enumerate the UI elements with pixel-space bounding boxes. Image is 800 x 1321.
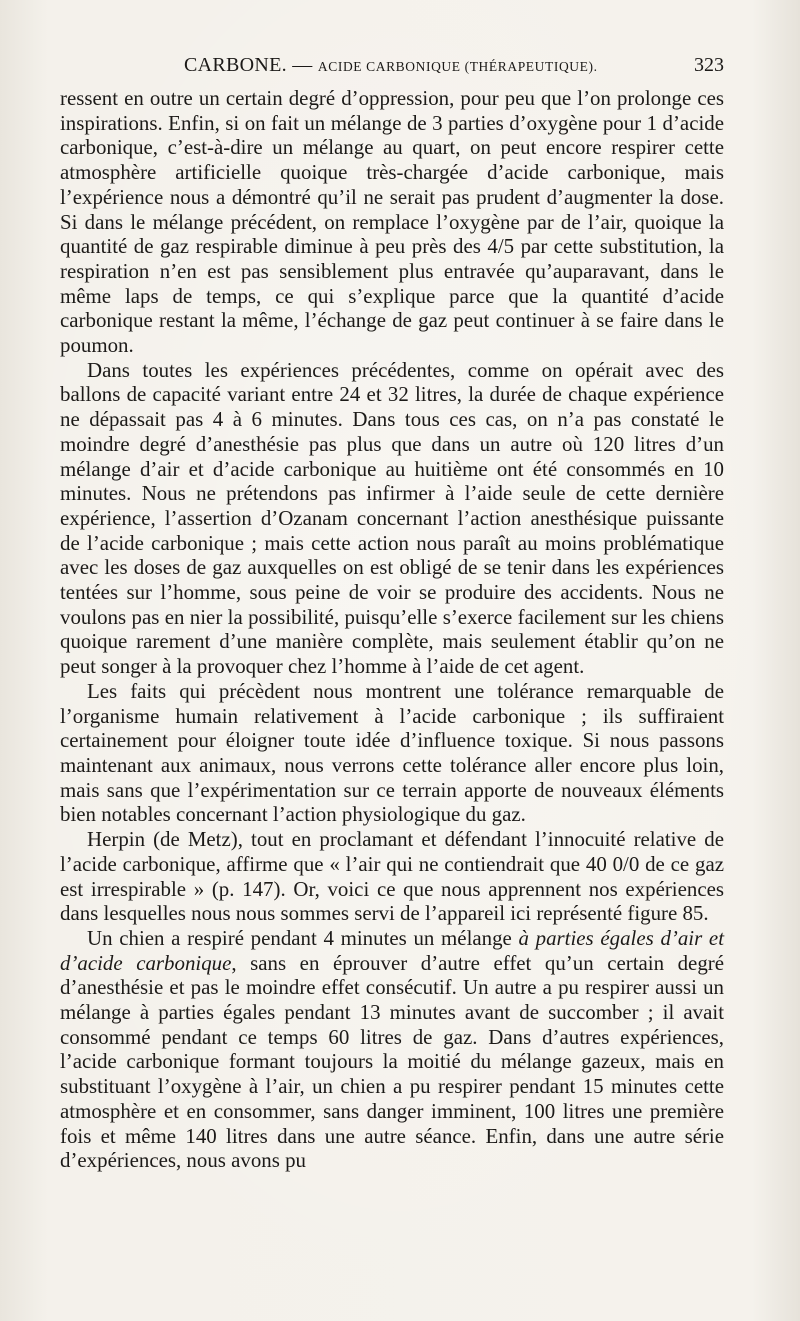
paragraph-text: Les faits qui précèdent nous montrent une tolérance remarquable de l’organisme humain relativement à l’acide carbonique ; ils suffiraient certainement pour éloigner toute idée d’influence toxique. Si nous passons maintenant aux animaux, nous verrons cette tolérance aller encore plus loin, mais sans que l’expérimentation sur ce terrain apporte de nouveaux éléments bien notables concernant l’action physiologique du gaz. (60, 678, 724, 827)
paragraph-text: Un chien a respiré pendant 4 minutes un mélange (87, 925, 519, 950)
paragraph (60, 926, 724, 1173)
paragraph (60, 358, 724, 679)
body-text (60, 86, 724, 1173)
running-header (60, 50, 724, 82)
header-subtitle: ACIDE CARBONIQUE (THÉRAPEUTIQUE). (317, 59, 598, 74)
paragraph (60, 86, 724, 358)
paragraph (60, 679, 724, 827)
paragraph-text: Herpin (de Metz), tout en proclamant et défendant l’innocuité relative de l’acide carbonique, affirme que « l’air qui ne contiendrait que 40 0/0 de ce gaz est irrespirable » (p. 147). Or, voici ce que nous apprennent nos expériences dans lesquelles nous nous sommes servi de l’appareil ici représenté figure 85. (60, 827, 724, 926)
paragraph (60, 827, 724, 926)
paragraph-text: , sans en éprouver d’autre effet qu’un certain degré d’anesthésie et pas le moindre effet consécutif. Un autre a pu respirer aussi un mélange à parties égales pendant 13 minutes avant de succomber ; il avait consommé pendant ce temps 60 litres de gaz. Dans d’autres expériences, l’acide carbonique formant toujours la moitié du mélange gazeux, mais en substituant l’oxygène à l’air, un chien a pu respirer pendant 15 minutes cette atmosphère et en consommer, sans danger imminent, 100 litres une première fois et même 140 litres dans une autre séance. Enfin, dans une autre série d’expériences, nous avons pu (60, 950, 724, 1173)
paragraph-text: ressent en outre un certain degré d’oppression, pour peu que l’on prolonge ces inspirations. Enfin, si on fait un mélange de 3 parties d’oxygène pour 1 d’acide carbonique, c’est-à-dire un mélange au quart, on peut encore respirer cette atmosphère artificielle quoique très-chargée d’acide carbonique, mais l’expérience nous a démontré qu’il ne serait pas prudent d’augmenter la dose. Si dans le mélange précédent, on remplace l’oxygène par de l’air, quoique la quantité de gaz respirable diminue à peu près des 4/5 par cette substitution, la respiration n’en est pas sensiblement plus entravée qu’auparavant, dans le même laps de temps, ce qui s’explique parce que la quantité d’acide carbonique restant la même, l’échange de gaz peut continuer à se faire dans le poumon. (60, 86, 724, 358)
header-main-title: CARBONE. (184, 54, 287, 76)
italic-text: à parties égales d’air et d’acide carbonique (60, 925, 724, 975)
page-number: 323 (694, 54, 724, 76)
header-dash: — (292, 54, 313, 76)
paragraph-text: Dans toutes les expériences précédentes, comme on opérait avec des ballons de capacité variant entre 24 et 32 litres, la durée de chaque expérience ne dépassait pas 4 à 6 minutes. Dans tous ces cas, on n’a pas constaté le moindre degré d’anesthésie pas plus que dans un autre où 120 litres d’un mélange d’air et d’acide carbonique au huitième ont été consommés en 10 minutes. Nous ne prétendons pas infirmer à l’aide seule de cette dernière expérience, l’assertion d’Ozanam concernant l’action anesthésique puissante de l’acide carbonique ; mais cette action nous paraît au moins problématique avec les doses de gaz auxquelles on est obligé de se tenir dans les expériences tentées sur l’homme, sous peine de voir se produire des accidents. Nous ne voulons pas en nier la possibilité, puisqu’elle s’exerce facilement sur les chiens quoique rarement d’une manière complète, mais seulement établir qu’on ne peut songer à la provoquer chez l’homme à l’aide de cet agent. (60, 357, 724, 679)
running-title (184, 54, 598, 77)
